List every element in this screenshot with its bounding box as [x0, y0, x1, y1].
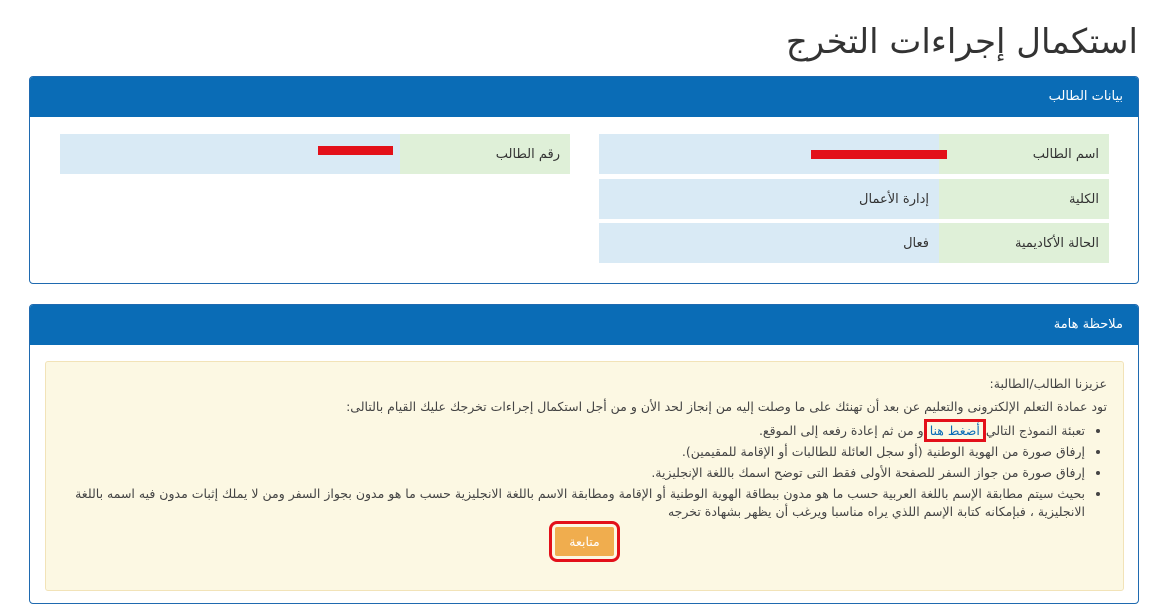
academic-status-value: فعال — [599, 223, 939, 263]
redaction-mark — [811, 150, 947, 159]
important-note-heading: ملاحظة هامة — [30, 305, 1138, 345]
academic-status-label: الحالة الأكاديمية — [939, 223, 1109, 263]
student-info-heading: بيانات الطالب — [30, 77, 1138, 117]
note-box — [45, 361, 1124, 591]
continue-button[interactable]: متابعة — [555, 527, 614, 556]
list-item: • تعبئة النموذج التالي أضغط هنا و من ثم إعادة رفعه إلى الموقع. — [62, 422, 1085, 440]
list-item: • بحيث سيتم مطابقة الإسم باللغة العربية حسب ما هو مدون ببطاقة الهوية الوطنية أو الإقامة ومطابقة الاسم باللغة الانجليزية حسب ما هو مدون بجواز السفر ومن لا يملك إثبات مدون فيه اسمه باللغة الانجليزية ، فبإمكانه كتابة الإسم اللذي يراه مناسبا ويرغب أن يظهر بشهادة تخرجه — [62, 485, 1085, 521]
student-info-panel — [29, 76, 1139, 284]
student-name-field — [599, 134, 1109, 174]
important-note-panel — [29, 304, 1139, 604]
greeting-text: عزيزنا الطالب/الطالبة: — [989, 376, 1107, 391]
intro-text: تود عمادة التعلم الإلكترونى والتعليم عن بعد أن تهنئك على ما وصلت إليه من إنجاز لحد الأن و من أجل استكمال إجراءات تخرجك عليك القيام بالتالى: — [346, 399, 1107, 414]
college-value: إدارة الأعمال — [599, 179, 939, 219]
click-here-link[interactable]: أضغط هنا — [929, 423, 980, 438]
list-item: • إرفاق صورة من الهوية الوطنية (أو سجل العائلة للطالبات أو الإقامة للمقيمين). — [62, 443, 1085, 461]
button-wrapper — [62, 527, 1107, 556]
academic-status-field — [599, 223, 1109, 263]
student-number-label: رقم الطالب — [400, 134, 570, 174]
page-title: استكمال إجراءات التخرج — [785, 22, 1138, 62]
requirements-list — [62, 422, 1107, 521]
student-name-value — [599, 134, 939, 174]
college-label: الكلية — [939, 179, 1109, 219]
student-number-value — [60, 134, 400, 174]
student-number-field — [60, 134, 570, 174]
redaction-mark — [318, 146, 393, 155]
student-name-label: اسم الطالب — [939, 134, 1109, 174]
list-item: • إرفاق صورة من جواز السفر للصفحة الأولى فقط التى توضح اسمك باللغة الإنجليزية. — [62, 464, 1085, 482]
college-field — [599, 179, 1109, 219]
